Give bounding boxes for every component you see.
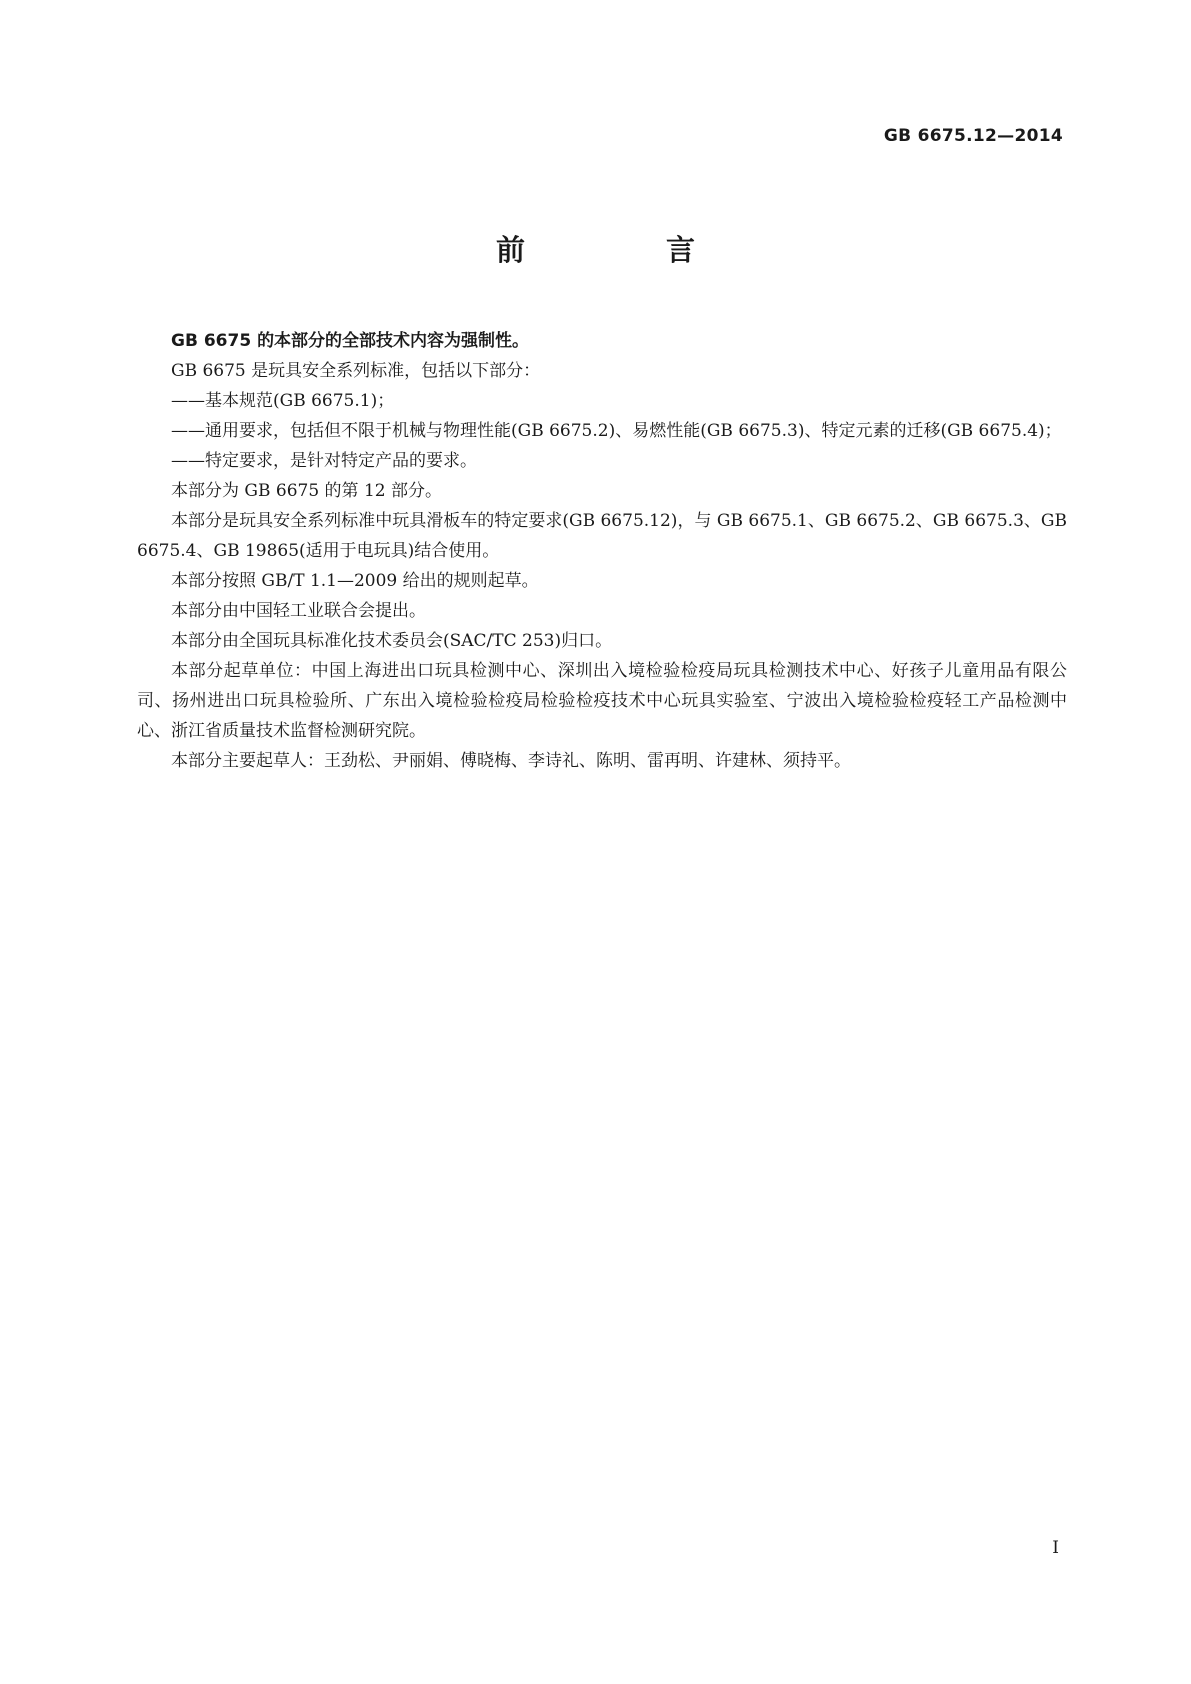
list-item-specific-requirements: ——特定要求，是针对特定产品的要求。 (171, 451, 477, 471)
paragraph-series-intro: GB 6675 是玩具安全系列标准，包括以下部分： (171, 361, 541, 381)
list-item-basic-spec: ——基本规范(GB 6675.1)； (171, 391, 395, 411)
mandatory-statement: GB 6675 的本部分的全部技术内容为强制性。 (171, 331, 530, 351)
paragraph-part-number: 本部分为 GB 6675 的第 12 部分。 (171, 481, 442, 501)
paragraph-main-drafters: 本部分主要起草人：王劲松、尹丽娟、傅晓梅、李诗礼、陈明、雷再明、许建林、须持平。 (171, 751, 851, 771)
paragraph-drafting-units: 本部分起草单位：中国上海进出口玩具检测中心、深圳出入境检验检疫局玩具检测技术中心、好孩子儿童用品有限公司、扬州进出口玩具检验所、广东出入境检验检疫局检验检疫技术中心玩具实验室、宁波出入境检验检疫轻工产品检测中心、浙江省质量技术监督检测研究院。 (137, 661, 1067, 741)
paragraph-drafting-rules: 本部分按照 GB/T 1.1—2009 给出的规则起草。 (171, 571, 539, 591)
paragraph-scope: 本部分是玩具安全系列标准中玩具滑板车的特定要求(GB 6675.12)，与 GB 6675.1、GB 6675.2、GB 6675.3、GB 6675.4、GB 19865(适用于电玩具)结合使用。 (137, 511, 1067, 561)
page-number: I (1052, 1538, 1059, 1558)
list-item-general-requirements: ——通用要求，包括但不限于机械与物理性能(GB 6675.2)、易燃性能(GB 6675.3)、特定元素的迁移(GB 6675.4)； (171, 421, 1062, 441)
foreword-body (137, 326, 1067, 776)
document-code: GB 6675.12—2014 (883, 126, 1063, 146)
paragraph-proposed-by: 本部分由中国轻工业联合会提出。 (171, 601, 426, 621)
page-title: 前 言 (495, 233, 751, 267)
paragraph-centralized-by: 本部分由全国玩具标准化技术委员会(SAC/TC 253)归口。 (171, 631, 613, 651)
